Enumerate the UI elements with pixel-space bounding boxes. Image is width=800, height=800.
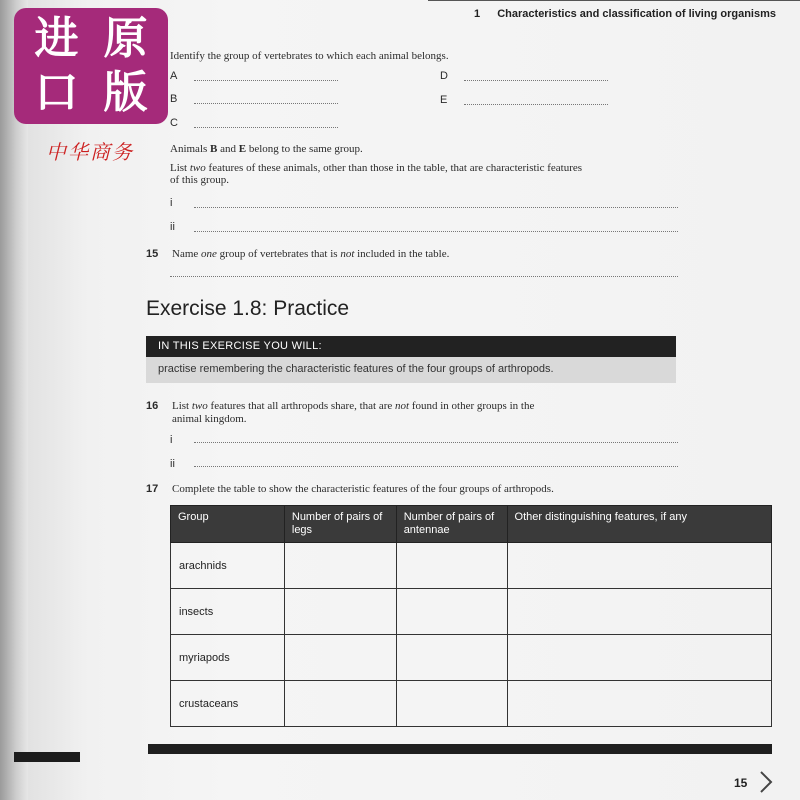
table-header-row [171,506,772,543]
table-row [171,543,772,589]
group-cell: crustaceans [171,681,285,727]
group-cell: myriapods [171,635,285,681]
stamp-char: 版 [103,67,148,118]
answer-line-features-ii[interactable] [194,231,678,232]
stamp-char: 进 [34,13,79,64]
answer-line-15[interactable] [170,276,678,277]
column-header-group: Group [171,506,285,543]
list-features-line-2: of this group. [170,174,229,186]
legs-answer-cell[interactable] [284,589,396,635]
label-b: B [170,93,178,105]
header-rule [428,0,800,1]
question-16-line-2: animal kingdom. [172,413,247,425]
stamp-char: 口 [34,67,79,118]
features-answer-cell[interactable] [507,635,771,681]
question-17: 17 Complete the table to show the characteristic features of the four groups of arthropods. [146,483,554,495]
table-row [171,635,772,681]
answer-line-a[interactable] [194,80,338,81]
arthropods-table [170,505,772,727]
page-number: 15 [734,776,748,790]
features-answer-cell[interactable] [507,681,771,727]
chevron-right-icon [758,770,774,794]
label-d: D [440,70,448,82]
legs-answer-cell[interactable] [284,681,396,727]
stamp-char: 原 [103,13,148,64]
question-15: 15 Name one group of vertebrates that is not included in the table. [146,248,450,260]
running-header [474,8,776,20]
original-import-stamp [14,8,168,124]
answer-line-b[interactable] [194,103,338,104]
group-cell: insects [171,589,285,635]
table-row [171,589,772,635]
answer-line-d[interactable] [464,80,608,81]
label-c: C [170,117,178,129]
animals-same-group-text: Animals B and E belong to the same group. [170,143,363,155]
legs-answer-cell[interactable] [284,635,396,681]
question-16: 16 List two features that all arthropods share, that are not found in other groups in the [146,400,535,412]
q16-sub-label-i: i [170,434,173,446]
group-cell: arachnids [171,543,285,589]
sub-label-i: i [170,197,173,209]
left-page-bar [14,752,80,762]
chapter-number: 1 [474,8,481,20]
brand-logo-text: 中华商务 [46,140,134,164]
features-answer-cell[interactable] [507,589,771,635]
table-row [171,681,772,727]
answer-line-e[interactable] [464,104,608,105]
q16-sub-label-ii: ii [170,458,175,470]
exercise-box-header: IN THIS EXERCISE YOU WILL: [146,336,676,357]
list-features-line-1: List two features of these animals, other than those in the table, that are characteristic features [170,162,583,174]
exercise-box-body: practise remembering the characteristic features of the four groups of arthropods. [146,357,676,383]
features-answer-cell[interactable] [507,543,771,589]
answer-line-c[interactable] [194,127,338,128]
antennae-answer-cell[interactable] [396,543,507,589]
chapter-title: Characteristics and classification of living organisms [497,8,776,20]
antennae-answer-cell[interactable] [396,681,507,727]
antennae-answer-cell[interactable] [396,635,507,681]
sub-label-ii: ii [170,221,175,233]
footer-bar [148,744,772,754]
exercise-title: Exercise 1.8: Practice [146,297,350,320]
answer-line-16-ii[interactable] [194,466,678,467]
identify-prompt: Identify the group of vertebrates to which each animal belongs. [170,50,449,62]
antennae-answer-cell[interactable] [396,589,507,635]
column-header-legs: Number of pairs of legs [284,506,396,543]
legs-answer-cell[interactable] [284,543,396,589]
column-header-features: Other distinguishing features, if any [507,506,771,543]
label-a: A [170,70,178,82]
label-e: E [440,94,448,106]
answer-line-16-i[interactable] [194,442,678,443]
answer-line-features-i[interactable] [194,207,678,208]
column-header-antennae: Number of pairs of antennae [396,506,507,543]
